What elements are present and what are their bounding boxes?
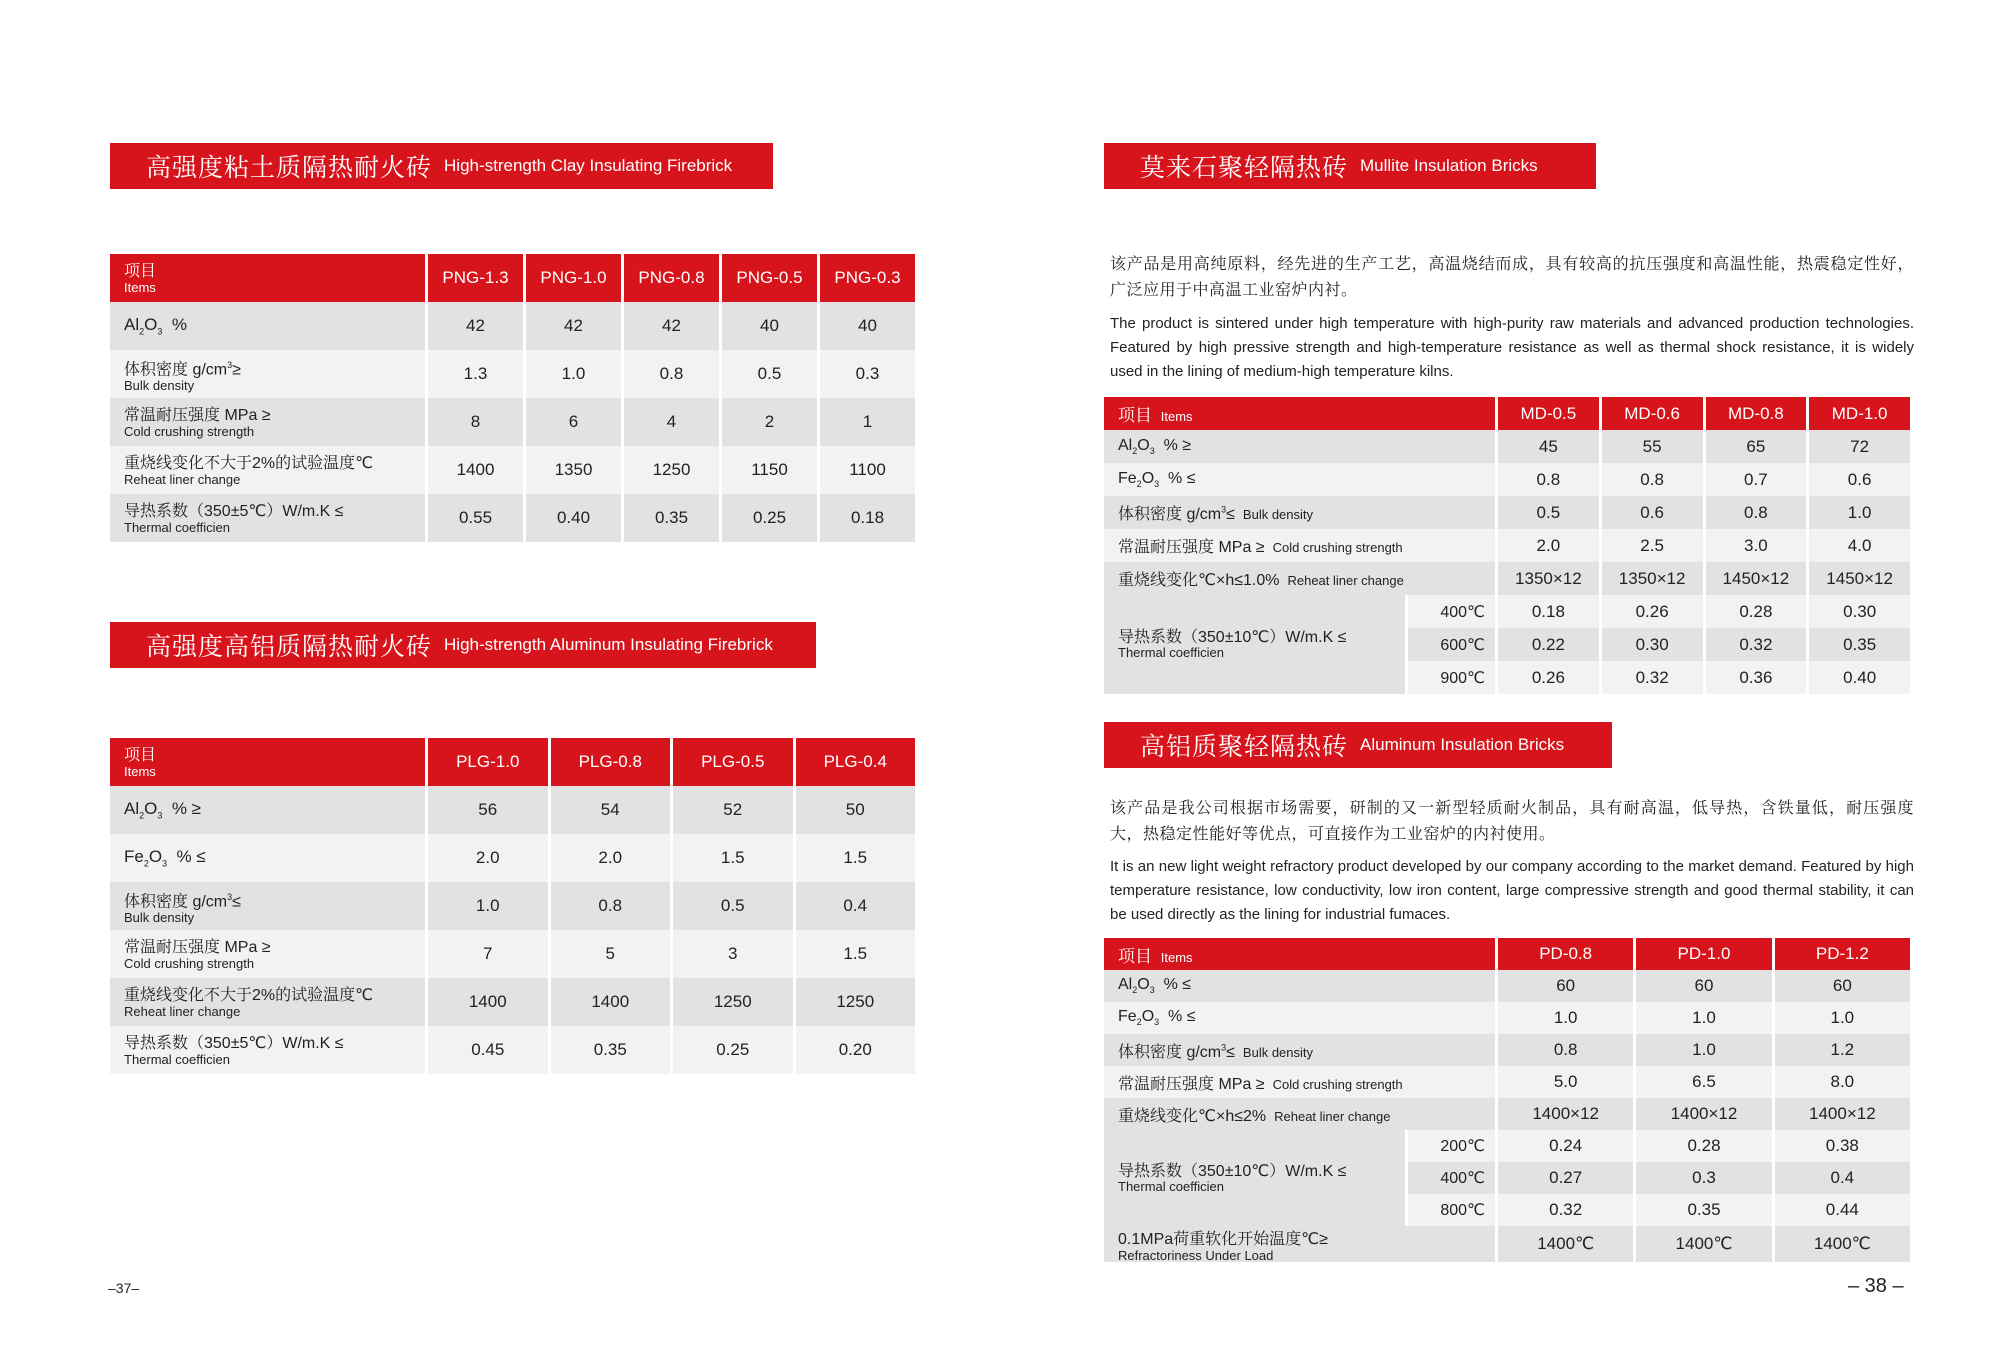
section-title-en: Mullite Insulation Bricks (1360, 156, 1538, 175)
cell: 1.5 (793, 930, 916, 978)
cell: 0.44 (1772, 1194, 1910, 1226)
row-label: 体积密度 $g/cm^3\le$ Bulk density (1104, 1034, 1495, 1066)
column-header: PD-0.8 (1495, 938, 1633, 970)
cell: 0.30 (1806, 595, 1910, 628)
cell: 0.35 (1806, 628, 1910, 661)
table-row (110, 302, 915, 350)
cell: 1350×12 (1495, 562, 1599, 595)
page-number-right: – 38 – (1848, 1275, 1904, 1297)
table-row (110, 350, 915, 398)
cell: 60 (1495, 970, 1633, 1002)
cell: 7 (425, 930, 548, 978)
cell: 1.0 (1495, 1002, 1633, 1034)
cell: 1.0 (1633, 1002, 1771, 1034)
page-number-left: –37– (108, 1280, 140, 1296)
table-row (1104, 562, 1910, 595)
column-header: PNG-1.0 (523, 254, 621, 302)
row-label-en: Bulk density (124, 378, 195, 394)
row-label-cn: 导热系数（350±10℃）W/m.K ≤ (1118, 1162, 1347, 1180)
row-label: 体积密度 $g/cm^3\ge$ Bulk density (110, 350, 425, 398)
cell: 60 (1772, 970, 1910, 1002)
row-label (1104, 1130, 1405, 1226)
cell: 0.6 (1599, 496, 1703, 529)
section-title-cn: 高强度粘土质隔热耐火砖 (146, 153, 433, 182)
row-label (110, 446, 425, 494)
cell: 1.0 (1633, 1034, 1771, 1066)
cell: 60 (1633, 970, 1771, 1002)
row-label (110, 494, 425, 542)
section-title-mullite (1104, 143, 1596, 189)
table-row (1104, 529, 1910, 562)
row-label: $Fe_2O_3$ % ≤ (110, 834, 425, 882)
cell: 72 (1806, 430, 1910, 463)
items-header (1104, 938, 1495, 970)
cell: 0.5 (670, 882, 793, 930)
column-header: MD-0.5 (1495, 397, 1599, 430)
cell: 0.25 (719, 494, 817, 542)
items-header-en: Items (124, 763, 156, 779)
cell: 0.4 (1772, 1162, 1910, 1194)
cell: 0.8 (1703, 496, 1807, 529)
cell: 1400 (425, 978, 548, 1026)
cell: 8 (425, 398, 523, 446)
section-title-cn: 高强度高铝质隔热耐火砖 (146, 632, 433, 661)
cell: 50 (793, 786, 916, 834)
table-row (110, 494, 915, 542)
table-row (1104, 595, 1910, 628)
row-label-en: Cold crushing strength (1272, 540, 1403, 555)
row-label-en: Thermal coefficien (124, 519, 230, 535)
items-header-cn: 项目 (124, 746, 157, 764)
column-header: PD-1.2 (1772, 938, 1910, 970)
row-label-en: Reheat liner change (124, 471, 241, 487)
cell: 0.3 (1633, 1162, 1771, 1194)
row-label-cn: 常温耐压强度 MPa ≥ (124, 938, 271, 956)
cell: 0.28 (1633, 1130, 1771, 1162)
cell: 42 (621, 302, 719, 350)
row-label (110, 398, 425, 446)
row-label-en: Bulk density (1242, 507, 1314, 522)
aluminum-bricks-spec-table (1104, 938, 1910, 1262)
row-label-cn: 重烧线变化不大于2%的试验温度℃ (124, 986, 374, 1004)
cell: 0.28 (1703, 595, 1807, 628)
table-row (1104, 430, 1910, 463)
column-header: PNG-1.3 (425, 254, 523, 302)
mullite-spec-table (1104, 397, 1910, 694)
row-label-cn: 重烧线变化不大于2%的试验温度℃ (124, 454, 374, 472)
column-header: PLG-1.0 (425, 738, 548, 786)
section-title-aluminum-bricks (1104, 722, 1612, 768)
table-row (1104, 1130, 1910, 1162)
cell: 0.24 (1495, 1130, 1633, 1162)
cell: 1250 (793, 978, 916, 1026)
section-title-en: High-strength Aluminum Insulating Firebrick (444, 635, 773, 654)
cell: 45 (1495, 430, 1599, 463)
cell: 1 (817, 398, 915, 446)
cell: 0.3 (817, 350, 915, 398)
temperature-label: 200℃ (1405, 1130, 1495, 1162)
items-header-en: Items (124, 279, 156, 295)
row-label (110, 978, 425, 1026)
temperature-label: 800℃ (1405, 1194, 1495, 1226)
cell: 0.38 (1772, 1130, 1910, 1162)
cell: 0.35 (1633, 1194, 1771, 1226)
cell: 1.5 (793, 834, 916, 882)
cell: 1.2 (1772, 1034, 1910, 1066)
table-row (110, 1026, 915, 1074)
table-row (1104, 1098, 1910, 1130)
column-header: MD-0.8 (1703, 397, 1807, 430)
row-label-cn: 常温耐压强度 MPa ≥ (124, 406, 271, 424)
row-label (1104, 562, 1495, 595)
cell: 2 (719, 398, 817, 446)
cell: 0.27 (1495, 1162, 1633, 1194)
cell: 0.8 (1599, 463, 1703, 496)
row-label-en: Cold crushing strength (124, 955, 255, 971)
cell: 0.8 (1495, 463, 1599, 496)
table-row (110, 978, 915, 1026)
cell: 1400℃ (1772, 1226, 1910, 1262)
cell: 42 (425, 302, 523, 350)
cell: 1100 (817, 446, 915, 494)
section-title-en: High-strength Clay Insulating Firebrick (444, 156, 733, 175)
cell: 2.0 (1495, 529, 1599, 562)
cell: 0.18 (1495, 595, 1599, 628)
cell: 1400℃ (1633, 1226, 1771, 1262)
cell: 0.32 (1703, 628, 1807, 661)
cell: 1.0 (425, 882, 548, 930)
cell: 0.6 (1806, 463, 1910, 496)
cell: 55 (1599, 430, 1703, 463)
cell: 56 (425, 786, 548, 834)
table-row (1104, 1066, 1910, 1098)
cell: 1.0 (523, 350, 621, 398)
row-label-en: Reheat liner change (124, 1003, 241, 1019)
items-header (110, 254, 425, 302)
cell: 1400 (548, 978, 671, 1026)
cell: 65 (1703, 430, 1807, 463)
cell: 0.7 (1703, 463, 1807, 496)
cell: 8.0 (1772, 1066, 1910, 1098)
table-row (1104, 1002, 1910, 1034)
cell: 1250 (670, 978, 793, 1026)
items-header (110, 738, 425, 786)
cell: 1.5 (670, 834, 793, 882)
temperature-label: 400℃ (1405, 1162, 1495, 1194)
row-label (1104, 1066, 1495, 1098)
aluminum-spec-table (110, 738, 915, 1074)
table-row (1104, 970, 1910, 1002)
column-header: PNG-0.8 (621, 254, 719, 302)
cell: 1400 (425, 446, 523, 494)
cell: 1.0 (1772, 1002, 1910, 1034)
cell: 1150 (719, 446, 817, 494)
table-row (1104, 463, 1910, 496)
cell: 0.20 (793, 1026, 916, 1074)
cell: 1.3 (425, 350, 523, 398)
cell: 1250 (621, 446, 719, 494)
aluminum-description-cn: 该产品是我公司根据市场需要，研制的又一新型轻质耐火制品，具有耐高温，低导热，含铁量低，耐压强度大，热稳定性能好等优点，可直接作为工业窑炉的内衬使用。 (1110, 798, 1914, 843)
temperature-label: 900℃ (1405, 661, 1495, 694)
cell: 1400×12 (1633, 1098, 1771, 1130)
cell: 0.40 (1806, 661, 1910, 694)
row-label-en: Thermal coefficien (1118, 1178, 1224, 1194)
cell: 42 (523, 302, 621, 350)
column-header: MD-0.6 (1599, 397, 1703, 430)
cell: 3.0 (1703, 529, 1807, 562)
cell: 0.55 (425, 494, 523, 542)
table-row (110, 930, 915, 978)
row-label-en: Reheat liner change (1287, 573, 1404, 588)
cell: 0.40 (523, 494, 621, 542)
row-label (1104, 529, 1495, 562)
cell: 1400×12 (1495, 1098, 1633, 1130)
section-title-cn: 莫来石聚轻隔热砖 (1140, 153, 1349, 182)
row-label-en: Bulk density (124, 910, 195, 926)
clay-spec-table (110, 254, 915, 542)
table-row (110, 786, 915, 834)
cell: 1450×12 (1806, 562, 1910, 595)
cell: 54 (548, 786, 671, 834)
cell: 2.0 (548, 834, 671, 882)
row-label-cn: 导热系数（350±10℃）W/m.K ≤ (1118, 629, 1347, 646)
cell: 0.32 (1495, 1194, 1633, 1226)
row-label: $Al_2O_3$ % ≥ (110, 786, 425, 834)
table-row (110, 834, 915, 882)
cell: 6 (523, 398, 621, 446)
cell: 1.0 (1806, 496, 1910, 529)
row-label-en: Cold crushing strength (124, 423, 255, 439)
cell: 0.45 (425, 1026, 548, 1074)
column-header: PNG-0.5 (719, 254, 817, 302)
cell: 0.25 (670, 1026, 793, 1074)
section-title-aluminum (110, 622, 816, 668)
cell: 0.5 (1495, 496, 1599, 529)
cell: 1400×12 (1772, 1098, 1910, 1130)
column-header: MD-1.0 (1806, 397, 1910, 430)
row-label-cn: 重烧线变化℃×h≤1.0% (1118, 572, 1280, 589)
cell: 0.26 (1495, 661, 1599, 694)
items-header-en: Items (1160, 949, 1193, 965)
section-title-en: Aluminum Insulation Bricks (1360, 735, 1565, 754)
row-label-en: Cold crushing strength (1272, 1076, 1403, 1092)
cell: 0.30 (1599, 628, 1703, 661)
row-label-cn: 重烧线变化℃×h≤2% (1118, 1107, 1267, 1125)
cell: 2.5 (1599, 529, 1703, 562)
row-label: $Fe_2O_3$ % ≤ (1104, 463, 1495, 496)
cell: 4.0 (1806, 529, 1910, 562)
cell: 0.32 (1599, 661, 1703, 694)
row-label (1104, 1226, 1495, 1262)
cell: 5.0 (1495, 1066, 1633, 1098)
cell: 40 (719, 302, 817, 350)
row-label (110, 930, 425, 978)
cell: 0.8 (621, 350, 719, 398)
row-label: 体积密度 $g/cm^3\le$ Bulk density (110, 882, 425, 930)
cell: 40 (817, 302, 915, 350)
row-label-cn: 0.1MPa荷重软化开始温度℃≥ (1118, 1231, 1328, 1248)
cell: 0.22 (1495, 628, 1599, 661)
cell: 0.35 (548, 1026, 671, 1074)
row-label (110, 1026, 425, 1074)
table-row (1104, 1034, 1910, 1066)
column-header: PLG-0.8 (548, 738, 671, 786)
items-header-cn: 项目 (1118, 406, 1152, 425)
row-label-en: Refractoriness Under Load (1118, 1248, 1274, 1263)
mullite-description-cn: 该产品是用高纯原料，经先进的生产工艺，高温烧结而成，具有较高的抗压强度和高温性能，热震稳定性好，广泛应用于中高温工业窑炉内衬。 (1110, 254, 1914, 299)
cell: 0.35 (621, 494, 719, 542)
column-header: PLG-0.5 (670, 738, 793, 786)
row-label-en: Bulk density (1242, 1044, 1314, 1060)
row-label-cn: 常温耐压强度 MPa ≥ (1118, 1075, 1265, 1093)
table-row (110, 882, 915, 930)
cell: 0.4 (793, 882, 916, 930)
table-row (1104, 496, 1910, 529)
cell: 1400℃ (1495, 1226, 1633, 1262)
row-label-cn: 导热系数（350±5℃）W/m.K ≤ (124, 502, 344, 520)
row-label-en: Reheat liner change (1274, 1108, 1391, 1124)
row-label: $Al_2O_3$ % ≤ (1104, 970, 1495, 1002)
items-header-cn: 项目 (124, 262, 157, 280)
row-label-en: Thermal coefficien (124, 1051, 230, 1067)
cell: 1350×12 (1599, 562, 1703, 595)
cell: 2.0 (425, 834, 548, 882)
aluminum-description-en: It is an new light weight refractory product developed by our company according to the market demand. Featured by high temperature resistance, low conductivity, low iron content, large compressive strength and good thermal stability, it can be used directly as the lining for industrial fumaces. (1110, 858, 1914, 923)
cell: 1350 (523, 446, 621, 494)
row-label-en: Thermal coefficien (1118, 645, 1224, 660)
row-label: 体积密度 $g/cm^3\le$ Bulk density (1104, 496, 1495, 529)
cell: 0.18 (817, 494, 915, 542)
cell: 0.26 (1599, 595, 1703, 628)
section-title-cn: 高铝质聚轻隔热砖 (1140, 732, 1349, 761)
table-row (110, 398, 915, 446)
row-label: $Al_2O_3$ % ≥ (1104, 430, 1495, 463)
cell: 0.8 (1495, 1034, 1633, 1066)
table-row (110, 446, 915, 494)
row-label-cn: 导热系数（350±5℃）W/m.K ≤ (124, 1034, 344, 1052)
items-header (1104, 397, 1495, 430)
items-header-en: Items (1160, 409, 1193, 424)
row-label (1104, 1098, 1495, 1130)
column-header: PNG-0.3 (817, 254, 915, 302)
table-row (1104, 1226, 1910, 1262)
cell: 3 (670, 930, 793, 978)
temperature-label: 600℃ (1405, 628, 1495, 661)
cell: 0.8 (548, 882, 671, 930)
row-label: $Al_2O_3$ % (110, 302, 425, 350)
cell: 0.36 (1703, 661, 1807, 694)
items-header-cn: 项目 (1118, 946, 1152, 966)
row-label-cn: 常温耐压强度 MPa ≥ (1118, 539, 1265, 556)
row-label (1104, 595, 1405, 694)
cell: 5 (548, 930, 671, 978)
column-header: PLG-0.4 (793, 738, 916, 786)
column-header: PD-1.0 (1633, 938, 1771, 970)
row-label: $Fe_2O_3$ % ≤ (1104, 1002, 1495, 1034)
cell: 0.5 (719, 350, 817, 398)
mullite-description-en: The product is sintered under high temperature with high-purity raw materials and advanced production technologies. Featured by high pressive strength and high-temperature resistance as well as thermal shock resistance, it is widely used in the lining of medium-high temperature kilns. (1110, 315, 1914, 380)
cell: 1450×12 (1703, 562, 1807, 595)
temperature-label: 400℃ (1405, 595, 1495, 628)
cell: 6.5 (1633, 1066, 1771, 1098)
cell: 52 (670, 786, 793, 834)
section-title-clay (110, 143, 773, 189)
cell: 4 (621, 398, 719, 446)
